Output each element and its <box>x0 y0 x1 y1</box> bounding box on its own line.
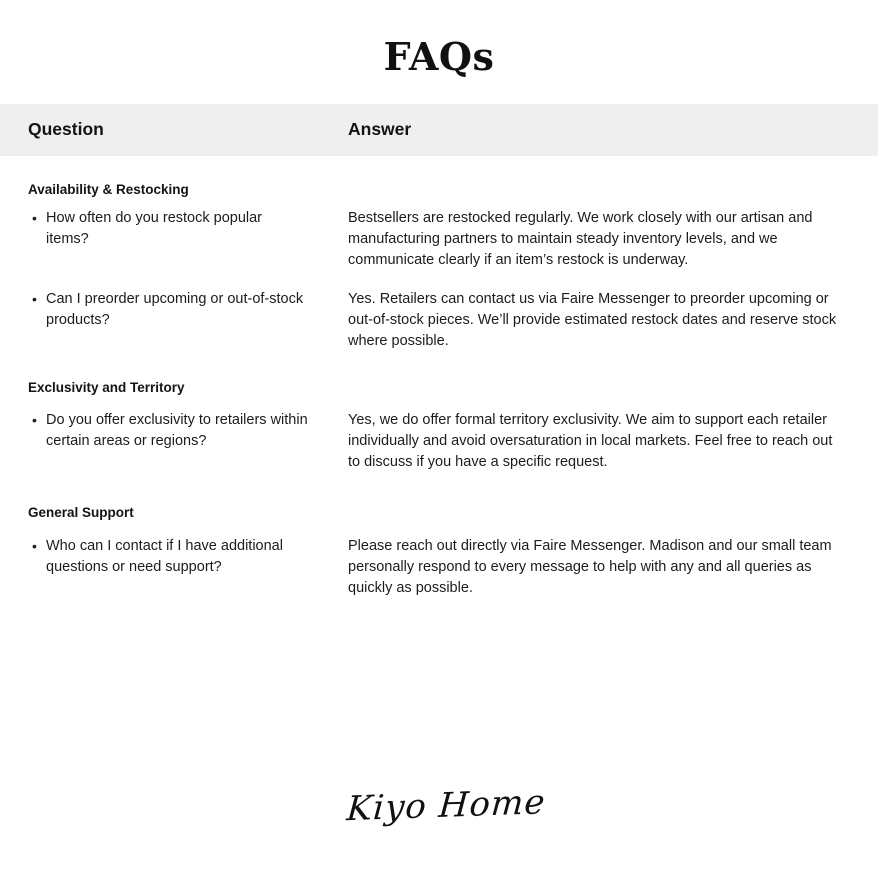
column-header-answer: Answer <box>348 119 412 140</box>
faq-section <box>28 378 850 473</box>
faq-row <box>28 410 850 473</box>
faq-section <box>28 503 850 598</box>
faq-content <box>0 180 878 599</box>
faq-question: • Who can I contact if I have additional questions or need support? <box>28 536 348 578</box>
faq-section <box>28 180 850 352</box>
faq-answer: Please reach out directly via Faire Messenger. Madison and our small team personally respond to every message to help with any and all queries as quickly as possible. <box>348 537 832 596</box>
faq-question: • How often do you restock popular items? <box>28 208 348 250</box>
faq-answer: Yes. Retailers can contact us via Faire Messenger to preorder upcoming or out-of-stock pieces. We’ll provide estimated restock dates and reserve stock where possible. <box>348 291 837 350</box>
column-header-question: Question <box>28 119 104 140</box>
signature-area <box>0 782 878 830</box>
page-title: FAQs <box>383 34 495 79</box>
faq-row <box>28 536 850 599</box>
brand-signature: Kiyo Home <box>345 782 547 830</box>
faq-answer: Bestsellers are restocked regularly. We work closely with our artisan and manufacturing partners to maintain steady inventory levels, and we communicate clearly if an item’s restock is underway. <box>348 210 813 269</box>
faq-answer: Yes, we do offer formal territory exclusivity. We aim to support each retailer individually and avoid oversaturation in local markets. Feel free to reach out to discuss if you have a specific request. <box>348 412 833 471</box>
faq-question: • Do you offer exclusivity to retailers within certain areas or regions? <box>28 410 348 452</box>
section-heading: Availability & Restocking <box>28 181 189 197</box>
section-heading: General Support <box>28 505 134 521</box>
faq-row <box>28 289 850 352</box>
section-heading: Exclusivity and Territory <box>28 380 185 396</box>
table-header <box>0 104 878 156</box>
faq-question: • Can I preorder upcoming or out-of-stock products? <box>28 289 348 331</box>
title-area <box>0 0 878 78</box>
faq-row <box>28 208 850 271</box>
